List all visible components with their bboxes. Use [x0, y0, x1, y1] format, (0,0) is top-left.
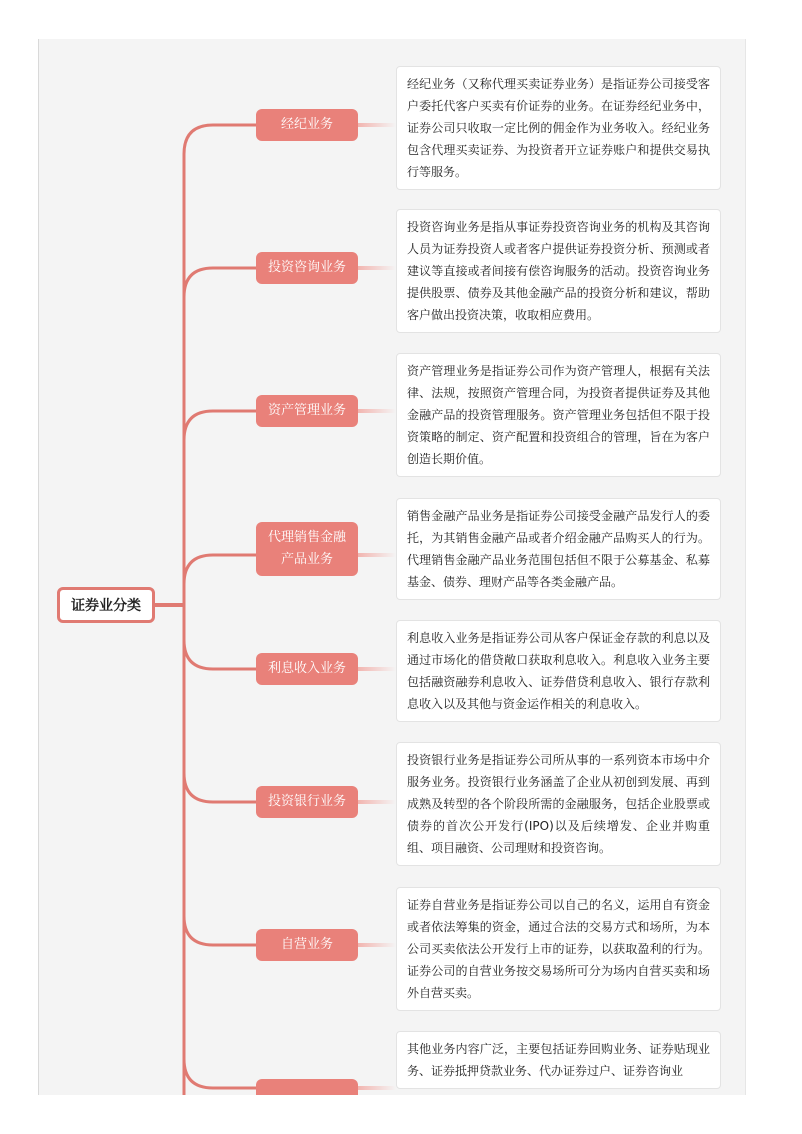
branch-node-interest-income[interactable]	[256, 653, 358, 685]
detail-connector-8	[358, 1086, 396, 1090]
detail-text: 经纪业务（又称代理买卖证券业务）是指证券公司接受客户委托代客户买卖有价证券的业务。在证券经纪业务中，证券公司只收取一定比例的佣金作为业务收入。经纪业务包含代理买卖证券、为投资者开立证券账户和提供交易执行等服务。	[407, 77, 710, 179]
detail-card-brokerage	[396, 66, 721, 190]
detail-card-asset-management	[396, 353, 721, 477]
detail-card-investment-banking	[396, 742, 721, 866]
connector-branch-8	[184, 1059, 256, 1088]
detail-card-other	[396, 1031, 721, 1089]
detail-text: 其他业务内容广泛，主要包括证券回购业务、证券贴现业务、证券抵押贷款业务、代办证券过户、证券咨询业	[407, 1042, 710, 1078]
branch-label: 经纪业务	[280, 117, 333, 132]
connector-branch-1	[184, 125, 256, 154]
detail-text: 利息收入业务是指证券公司从客户保证金存款的利息以及通过市场化的借贷敞口获取利息收入。利息收入业务主要包括融资融券利息收入、证券借贷利息收入、银行存款利息收入以及其他与资金运作相关的利息收入。	[407, 631, 710, 711]
branch-node-asset-management[interactable]	[256, 395, 358, 427]
detail-card-investment-advisory	[396, 209, 721, 333]
branch-node-other[interactable]	[256, 1079, 358, 1095]
detail-connector-2	[358, 266, 396, 270]
branch-label: 投资银行业务	[267, 794, 346, 809]
connector-branch-6	[184, 773, 256, 802]
connector-branch-5	[184, 640, 256, 669]
root-node[interactable]	[57, 587, 155, 623]
branch-label: 利息收入业务	[267, 661, 346, 676]
branch-node-agency-sales[interactable]	[256, 522, 358, 576]
detail-text: 投资咨询业务是指从事证券投资咨询业务的机构及其咨询人员为证券投资人或者客户提供证券投资分析、预测或者建议等直接或者间接有偿咨询服务的活动。投资咨询业务提供股票、债券及其他金融产品的投资分析和建议，帮助客户做出投资决策，收取相应费用。	[407, 220, 710, 322]
detail-connector-6	[358, 800, 396, 804]
detail-connector-1	[358, 123, 396, 127]
detail-card-proprietary-trading	[396, 887, 721, 1011]
detail-connector-3	[358, 409, 396, 413]
branch-label: 自营业务	[280, 937, 333, 952]
detail-card-agency-sales	[396, 498, 721, 600]
detail-text: 证券自营业务是指证券公司以自己的名义，运用自有资金或者依法筹集的资金，通过合法的交易方式和场所，为本公司买卖依法公开发行上市的证券，以获取盈利的行为。证券公司的自营业务按交易场所可分为场内自营买卖和场外自营买卖。	[407, 898, 710, 1000]
branch-node-investment-banking[interactable]	[256, 786, 358, 818]
page-right-border	[745, 39, 746, 1095]
detail-connector-7	[358, 943, 396, 947]
branch-label: 投资咨询业务	[267, 260, 346, 275]
detail-connector-5	[358, 667, 396, 671]
branch-node-brokerage[interactable]	[256, 109, 358, 141]
root-label: 证券业分类	[71, 598, 141, 614]
detail-text: 投资银行业务是指证券公司所从事的一系列资本市场中介服务业务。投资银行业务涵盖了企业从初创到发展、再到成熟及转型的各个阶段所需的金融服务，包括企业股票或债券的首次公开发行(IPO)以及后续增发、企业并购重组、项目融资、公司理财和投资咨询。	[407, 753, 710, 855]
connector-branch-3	[184, 411, 256, 440]
branch-node-proprietary-trading[interactable]	[256, 929, 358, 961]
connector-branch-2	[184, 268, 256, 297]
detail-connector-4	[358, 553, 396, 557]
branch-label: 代理销售金融产品业务	[267, 530, 346, 567]
detail-text: 销售金融产品业务是指证券公司接受金融产品发行人的委托，为其销售金融产品或者介绍金融产品购买人的行为。代理销售金融产品业务范围包括但不限于公募基金、私募基金、债券、理财产品等各类金融产品。	[407, 509, 710, 589]
branch-label: 资产管理业务	[267, 403, 346, 418]
detail-card-interest-income	[396, 620, 721, 722]
connector-branch-4	[184, 555, 256, 584]
mindmap-canvas	[39, 39, 745, 1095]
detail-text: 资产管理业务是指证券公司作为资产管理人，根据有关法律、法规，按照资产管理合同，为投资者提供证券及其他金融产品的投资管理服务。资产管理业务包括但不限于投资策略的制定、资产配置和投资组合的管理，旨在为客户创造长期价值。	[407, 364, 710, 466]
connector-branch-7	[184, 916, 256, 945]
branch-node-investment-advisory[interactable]	[256, 252, 358, 284]
